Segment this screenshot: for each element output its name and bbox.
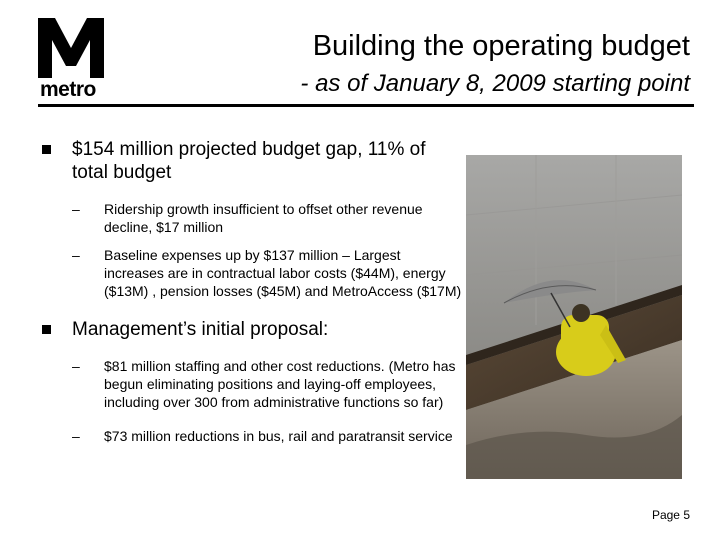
dash-icon: –: [72, 358, 80, 374]
sub-bullet-text: $81 million staffing and other cost reductions. (Metro has begun eliminating positions and laying-off employees, including over 300 from administrative functions so far): [104, 358, 456, 410]
metro-m-icon: [38, 18, 104, 78]
bullet-item: [42, 138, 442, 184]
metro-wordmark: metro: [40, 78, 96, 101]
dash-icon: –: [72, 428, 80, 444]
dash-icon: –: [72, 247, 80, 263]
page-subtitle: - as of January 8, 2009 starting point: [300, 70, 690, 97]
page-number: Page 5: [651, 508, 690, 522]
bullet-item: [42, 318, 462, 341]
page-title: Building the operating budget: [312, 30, 690, 62]
bullet-text: $154 million projected budget gap, 11% of total budget: [72, 139, 426, 183]
sub-bullet-item: [42, 357, 462, 411]
dash-icon: –: [72, 201, 80, 217]
metro-logo: [38, 18, 106, 101]
sub-bullet-text: Ridership growth insufficient to offset other revenue decline, $17 million: [104, 201, 423, 235]
bullet-list: [42, 138, 462, 445]
bullet-text: Management’s initial proposal:: [72, 319, 329, 340]
square-bullet-icon: [42, 145, 51, 154]
escalator-photo: [466, 155, 682, 479]
sub-bullet-text: Baseline expenses up by $137 million – Largest increases are in contractual labor costs ($44M), energy ($13M) , pension losses ($45M) and MetroAccess ($17M): [104, 247, 462, 299]
sub-bullet-item: [42, 427, 462, 445]
sub-bullet-item: [42, 246, 462, 300]
square-bullet-icon: [42, 325, 51, 334]
header-divider: [38, 104, 694, 107]
sub-bullet-text: $73 million reductions in bus, rail and paratransit service: [104, 428, 453, 444]
escalator-image: [466, 155, 682, 479]
sub-bullet-item: [42, 200, 462, 236]
